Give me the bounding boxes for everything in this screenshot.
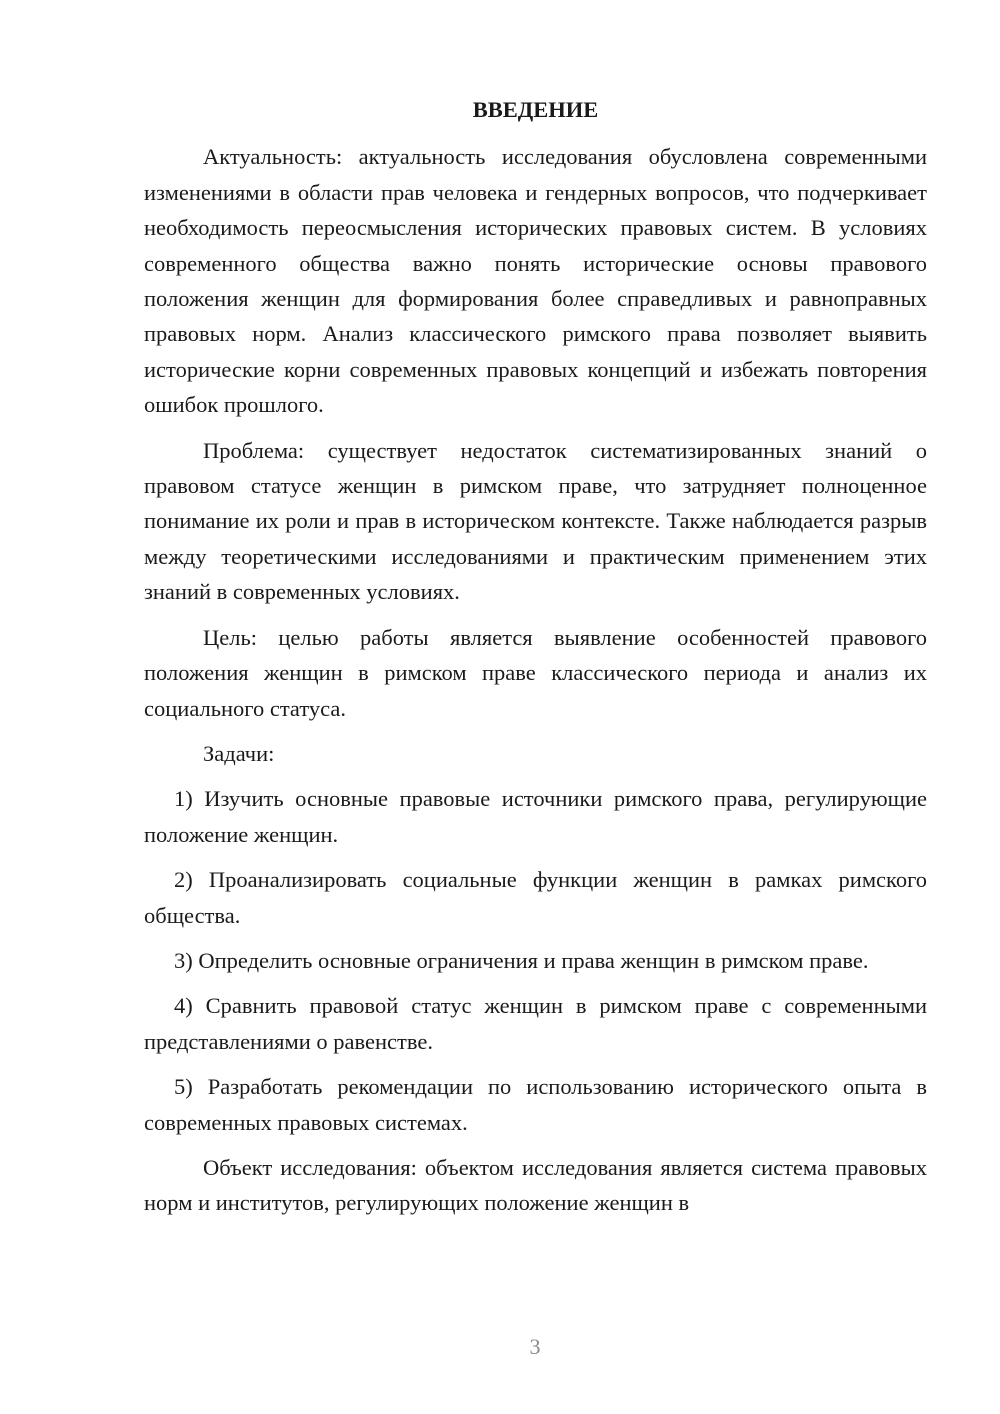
paragraph-problem: Проблема: существует недостаток систематизированных знаний о правовом статусе женщин в римском праве, что затрудняет полноценное понимание их роли и прав в историческом контексте. Также наблюдается разрыв между теоретическими исследованиями и практическим применением этих знаний в современных условиях. [144,437,927,605]
task-item-1: 1) Изучить основные правовые источники римского права, регулирующие положение женщин. [144,786,927,847]
task-item-4: 4) Сравнить правовой статус женщин в римском праве с современными представлениями о равенстве. [144,993,927,1054]
task-item-2: 2) Проанализировать социальные функции женщин в рамках римского общества. [144,867,927,928]
section-title: ВВЕДЕНИЕ [472,97,599,122]
task-item-5: 5) Разработать рекомендации по использованию исторического опыта в современных правовых системах. [144,1074,927,1135]
task-item-3: 3) Определить основные ограничения и права женщин в римском праве. [174,947,869,973]
page-content [144,92,927,1221]
paragraph-tasks-heading: Задачи: [203,740,275,766]
paragraph-goal: Цель: целью работы является выявление особенностей правового положения женщин в римском праве классического периода и анализ их социального статуса. [144,624,927,721]
page-number: 3 [529,1334,541,1359]
paragraph-relevance: Актуальность: актуальность исследования обусловлена современными изменениями в области прав человека и гендерных вопросов, что подчеркивает необходимость переосмысления исторических правовых систем. В условиях современного общества важно понять исторические основы правового положения женщин для формирования более справедливых и равноправных правовых норм. Анализ классического римского права позволяет выявить исторические корни современных правовых концепций и избежать повторения ошибок прошлого. [144,144,927,418]
paragraph-object: Объект исследования: объектом исследования является система правовых норм и институтов, регулирующих положение женщин в [144,1154,927,1216]
